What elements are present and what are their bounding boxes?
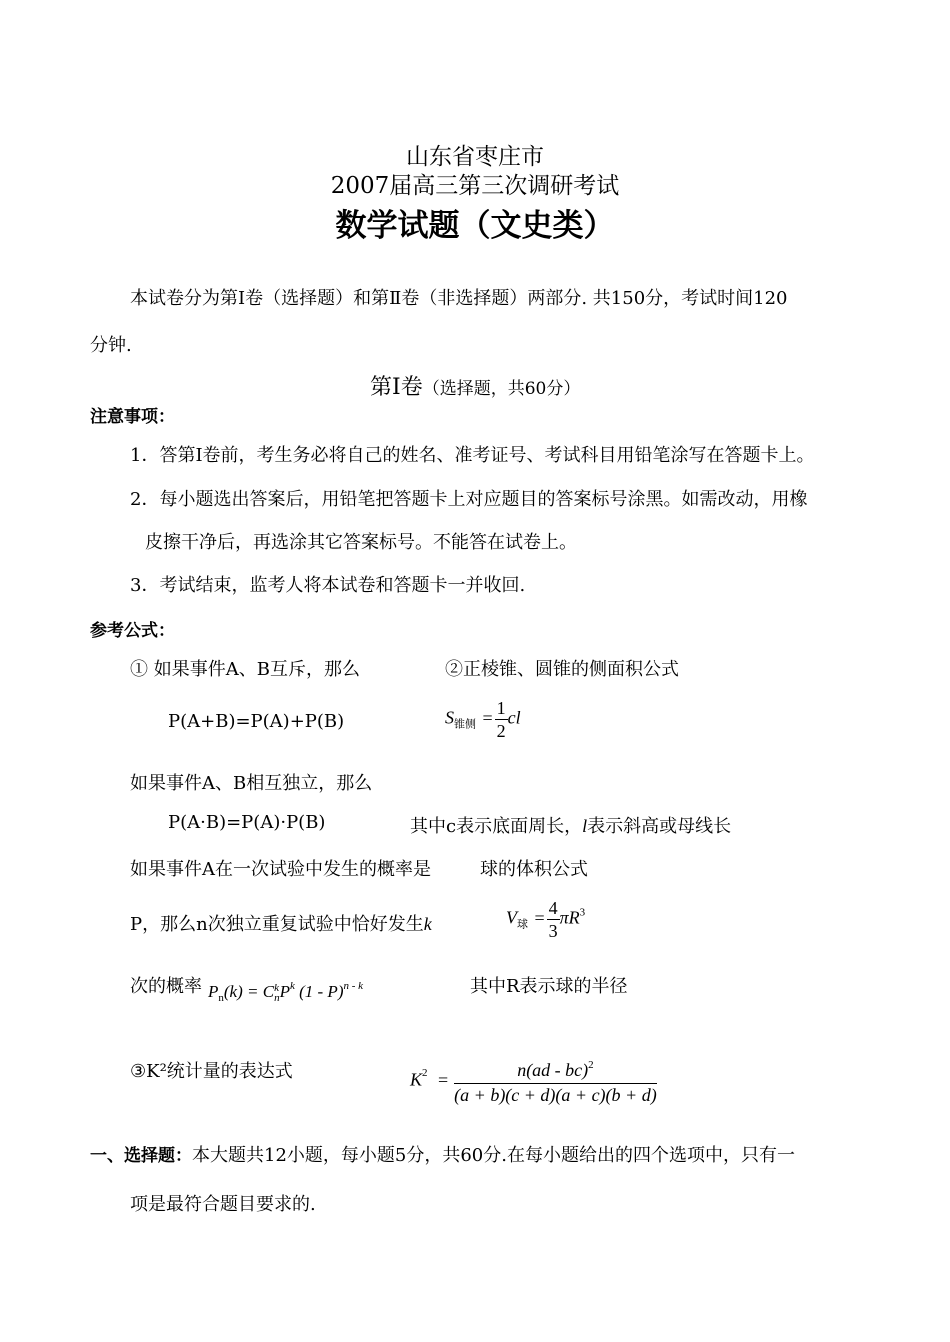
formula-3-num-sup: 2 [588,1059,594,1071]
formula-1-expression: P(A+B)=P(A)+P(B) [168,711,345,732]
independence-heading: 如果事件A、B相互独立，那么 [130,773,373,794]
sphere-heading: 球的体积公式 [480,859,588,880]
sphere-formula [506,897,585,942]
notes-item-3: 3．考试结束，监考人将本试卷和答题卡一并收回. [130,575,526,596]
formula-1-heading: ① 如果事件A、B互斥，那么 [130,659,360,680]
header-line-province: 山东省枣庄市 [406,144,544,170]
binomial-P: P [208,982,219,1001]
sphere-V: V [506,907,517,928]
notes-item-2-line-2: 皮擦干净后，再选涂其它答案标号。不能答在试卷上。 [145,532,577,553]
sphere-denominator: 3 [548,921,558,941]
formula-3-expression [410,1054,657,1106]
binomial-rest: (k) = C [223,982,275,1001]
binomial-P2: P [279,982,290,1001]
binomial-line-1: 如果事件A在一次试验中发生的概率是 [130,859,431,880]
binomial-C-sub: n [274,992,280,1005]
binomial-P2-sup: k [289,980,295,992]
intro-line-1: 本试卷分为第Ⅰ卷（选择题）和第Ⅱ卷（非选择题）两部分. 共150分，考试时间120 [130,288,788,309]
formula-2-numerator: 1 [496,698,506,718]
notes-item-1: 1．答第I卷前，考生务必将自己的姓名、准考证号、考试科目用铅笔涂写在答题卡上。 [130,445,815,466]
formula-2-note-pre: 其中c表示底面周长， [410,816,583,837]
section-1-line-2: 项是最符合题目要求的. [130,1194,316,1215]
sphere-sup: 3 [579,906,586,919]
sphere-fraction [547,897,560,942]
formula-2-eq: = [482,707,493,728]
sphere-sub: 球 [517,917,528,931]
section-1-line-1 [90,1141,795,1167]
header-line-exam: 2007届高三第三次调研考试 [330,173,620,199]
formula-3-num-text: n(ad - bc) [517,1060,589,1080]
sphere-eq: = [534,907,545,928]
formula-3-K: K [410,1069,423,1090]
sphere-numerator: 4 [548,898,558,918]
formula-2-tail: cl [507,707,521,728]
binomial-tail: (1 - P) [299,982,344,1001]
formula-2-note-post: 表示斜高或母线长 [587,816,732,837]
formula-2-fraction [495,697,508,742]
notes-label: 注意事项： [90,407,175,427]
notes-item-2-line-1: 2．每小题选出答案后，用铅笔把答题卡上对应题目的答案标号涂黑。如需改动，用橡 [130,489,808,510]
section-1-text: 本大题共12小题，每小题5分，共60分.在每小题给出的四个选项中，只有一 [192,1145,795,1166]
binomial-line-2-k: k [423,914,432,934]
formula-3-fraction [454,1054,657,1106]
formula-3-eq: = [438,1069,449,1090]
formula-2-expression [445,697,521,742]
formula-2-note-l: l [582,816,588,836]
formula-3-heading: ③K²统计量的表达式 [130,1061,293,1082]
binomial-line-2 [130,910,432,936]
formula-3-denominator: (a + b)(c + d)(a + c)(b + d) [454,1085,657,1105]
formula-2-sub: 锥侧 [454,717,476,731]
part1-heading-sub: （选择题，共60分） [422,379,581,399]
binomial-formula [208,980,363,1004]
section-1-label: 一、选择题： [90,1146,192,1166]
formula-3-K-sup: 2 [422,1067,428,1080]
binomial-C-sup: k [274,982,279,995]
part1-heading-main: 第Ⅰ卷 [370,375,423,400]
binomial-line-3: 次的概率 [130,976,202,997]
part1-heading [370,370,580,401]
page-title: 数学试题（文史类） [335,208,615,244]
formulas-label: 参考公式： [90,621,175,641]
formula-2-S: S [445,707,454,728]
formula-2-note [410,812,731,838]
formula-3-numerator [454,1054,657,1084]
binomial-tail-sup: n - k [343,980,364,992]
intro-line-2: 分钟. [90,335,132,356]
binomial-P-sub: n [218,992,224,1004]
binomial-line-2-pre: P，那么n次独立重复试验中恰好发生 [130,914,424,935]
sphere-note: 其中R表示球的半径 [470,976,628,997]
independence-formula: P(A·B)=P(A)·P(B) [168,812,326,833]
formula-2-denominator: 2 [496,721,506,741]
formula-2-heading: ②正棱锥、圆锥的侧面积公式 [445,659,679,680]
sphere-tail: πR [559,907,580,928]
